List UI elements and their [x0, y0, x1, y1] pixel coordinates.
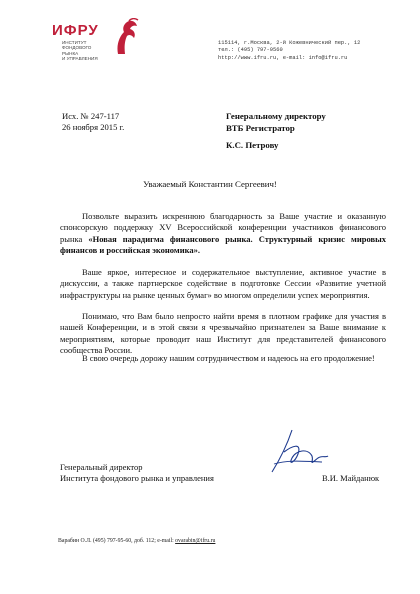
paragraph-2: Ваше яркое, интересное и содержательное выступление, активное участие в дискуссии, а также партнерское содействие в подготовке Сессии «Развитие учетной инфраструктуры на рынке ценных бумаг» во многом определили успех мероприятия. [60, 267, 386, 300]
sender-address: 115114, г.Москва, 2-й Кожевнический пер., 12 тел.: (495) 797-9560 http://www.ifru.ru, e-mail: info@ifru.ru [218, 40, 361, 61]
logo-subtitle: ИНСТИТУТ ФОНДОВОГО РЫНКА И УПРАВЛЕНИЯ [62, 40, 98, 62]
signatory-title: Генеральный директор Института фондового рынка и управления [60, 462, 214, 483]
reference-number: Исх. № 247-117 [62, 111, 120, 121]
footer-contact: Варабин О.Л. (495) 797-95-60, доб. 112; e-mail: ovarabin@ifru.ru [58, 538, 216, 544]
horse-logo-icon [112, 18, 142, 56]
reference-date: 26 ноября 2015 г. [62, 122, 125, 132]
addressee: Генеральному директору ВТБ Регистратор [226, 111, 326, 133]
signatory-name: В.И. Майданюк [322, 473, 380, 483]
outgoing-reference [62, 111, 192, 133]
greeting: Уважаемый Константин Сергеевич! [143, 179, 277, 189]
logo-wordmark: ИФРУ [52, 22, 99, 39]
paragraph-4: В свою очередь дорожу нашим сотрудничеством и надеюсь на его продолжение! [82, 353, 375, 363]
handwritten-signature [262, 428, 332, 478]
conference-title: «Новая парадигма финансового рынка. Структурный кризис мировых финансов и российская экономика». [60, 233, 386, 256]
addressee-name: К.С. Петрову [226, 140, 279, 150]
paragraph-3: Понимаю, что Вам было непросто найти время в плотном графике для участия в нашей Конференции, и в этой связи я чрезвычайно признателен за Ваше внимание к мероприятиям, которые проводит наш Институт для представителей финансового сообщества России. [60, 311, 386, 356]
paragraph-1: Позвольте выразить искреннюю благодарность за Ваше участие и оказанную спонсорскую поддержку XV Всероссийской конференции участников финансового рынка «Новая парадигма финансового рынка. Структурный кризис мировых финансов и российская экономика». [60, 211, 386, 256]
footer-email-link[interactable]: ovarabin@ifru.ru [175, 538, 216, 544]
